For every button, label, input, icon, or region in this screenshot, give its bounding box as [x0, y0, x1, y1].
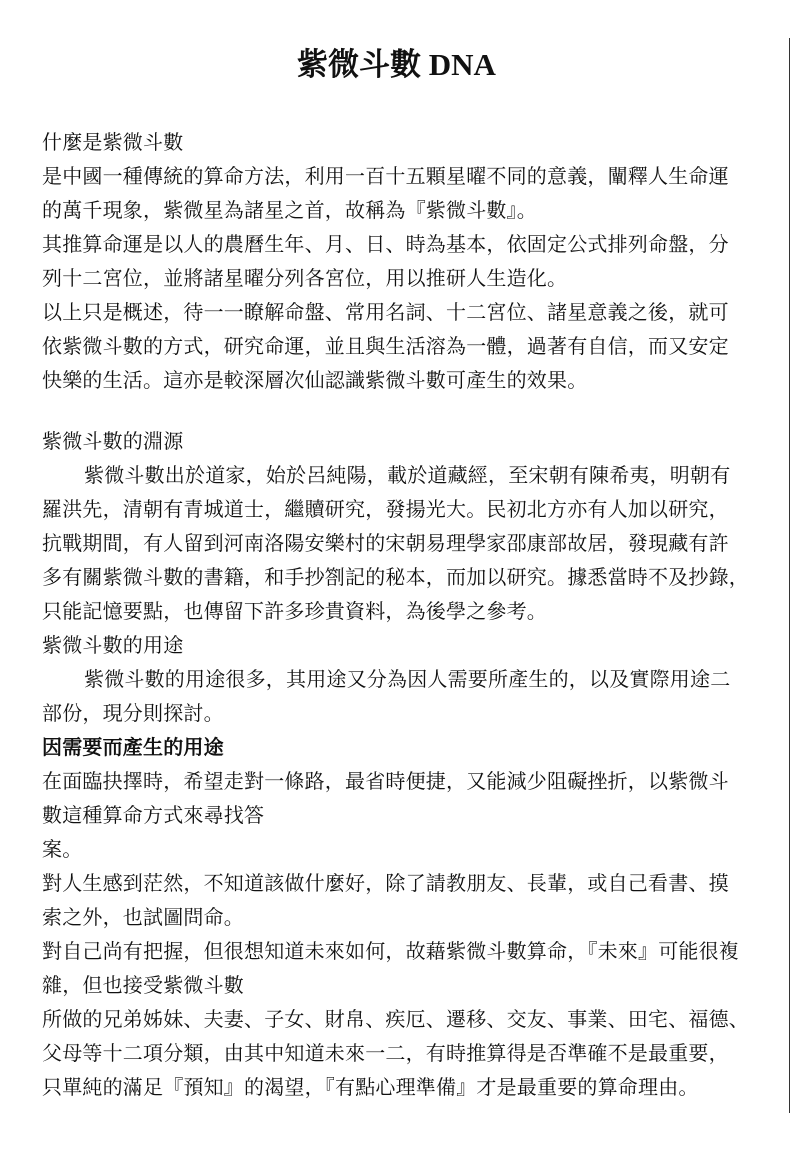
text-line: 以上只是概述，待一一瞭解命盤、常用名詞、十二宮位、諸星意義之後，就可 [42, 302, 729, 324]
section-needs-uses-body [42, 765, 782, 1105]
text-line: 父母等十二項分類，由其中知道未來一二，有時推算得是否準確不是最重要， [42, 1043, 729, 1065]
page-title: 紫微斗數 DNA [297, 47, 496, 82]
text-line: 部份，現分則探討。 [42, 703, 224, 725]
text-line: 的萬千現象，紫微星為諸星之首，故稱為『紫微斗數』。 [42, 200, 537, 222]
section-heading-what-is: 什麼是紫微斗數 [42, 132, 184, 154]
section-heading-origin: 紫微斗數的淵源 [42, 431, 184, 453]
text-line: 是中國一種傳統的算命方法，利用一百十五顆星曜不同的意義，闡釋人生命運 [42, 166, 729, 188]
text-line: 對人生感到茫然，不知道該做什麼好，除了請教朋友、長輩，或自己看書、摸 [42, 873, 729, 895]
document-body [42, 126, 782, 1105]
text-line: 列十二宮位，並將諸星曜分列各宮位，用以推研人生造化。 [42, 268, 568, 290]
text-line: 抗戰期間，有人留到河南洛陽安樂村的宋朝易理學家邵康部故居，發現藏有許 [42, 533, 729, 555]
page-margin-line [789, 38, 790, 1113]
text-line: 只能記憶要點，也傳留下許多珍貴資料，為後學之參考。 [42, 601, 547, 623]
text-line: 依紫微斗數的方式，研究命運，並且與生活溶為一體，過著有自信，而又安定 [42, 336, 729, 358]
section-heading-uses: 紫微斗數的用途 [42, 635, 184, 657]
text-line: 多有關紫微斗數的書籍，和手抄劄記的秘本，而加以研究。據悉當時不及抄錄， [42, 567, 749, 589]
text-line: 對自己尚有把握，但很想知道未來如何，故藉紫微斗數算命，『未來』可能很複 [42, 941, 739, 963]
text-line: 在面臨抉擇時，希望走對一條路，最省時便捷，又能減少阻礙挫折，以紫微斗 [42, 771, 729, 793]
section-what-is-body [42, 160, 782, 398]
text-line: 其推算命運是以人的農曆生年、月、日、時為基本，依固定公式排列命盤，分 [42, 234, 729, 256]
text-line: 所做的兄弟姊妹、夫妻、子女、財帛、疾厄、遷移、交友、事業、田宅、福德、 [42, 1009, 749, 1031]
text-line: 紫微斗數的用途很多，其用途又分為因人需要所產生的，以及實際用途二 [84, 669, 731, 691]
text-line: 羅洪先，清朝有青城道士，繼贖研究，發揚光大。民初北方亦有人加以研究， [42, 499, 729, 521]
text-line: 快樂的生活。這亦是較深層次仙認識紫微斗數可產生的效果。 [42, 370, 588, 392]
text-line: 索之外，也試圖問命。 [42, 907, 244, 929]
section-origin-body [42, 459, 782, 629]
text-line: 數這種算命方式來尋找答 [42, 805, 265, 827]
section-heading-needs-uses: 因需要而產生的用途 [42, 737, 224, 759]
text-line: 紫微斗數出於道家，始於呂純陽，載於道藏經，至宋朝有陳希夷，明朝有 [84, 465, 731, 487]
section-uses-body [42, 663, 782, 731]
text-line: 案。 [42, 839, 83, 861]
text-line: 雜，但也接受紫微斗數 [42, 975, 244, 997]
paragraph-gap [42, 398, 782, 425]
text-line: 只單純的滿足『預知』的渴望，『有點心理準備』才是最重要的算命理由。 [42, 1077, 699, 1099]
